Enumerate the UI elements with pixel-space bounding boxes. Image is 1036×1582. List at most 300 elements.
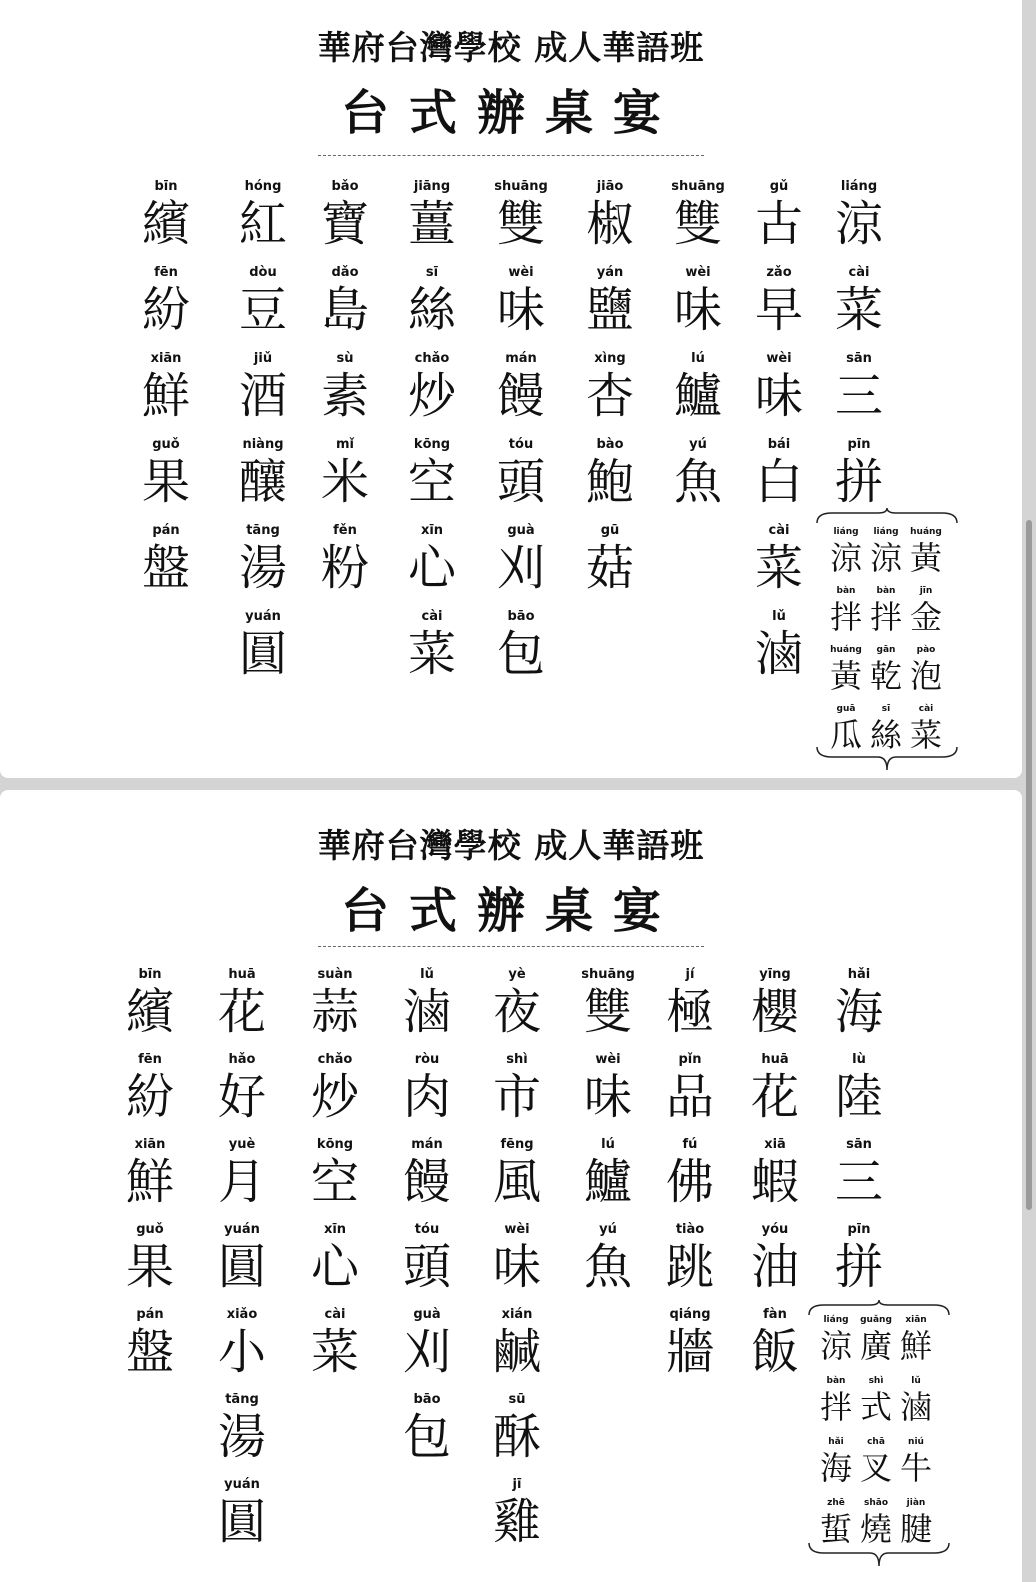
pinyin: jīn bbox=[919, 586, 933, 596]
hanzi: 早 bbox=[754, 282, 803, 338]
dish-character bbox=[115, 966, 185, 1040]
hanzi: 紅 bbox=[238, 196, 287, 252]
pinyin: shuāng bbox=[671, 179, 725, 194]
dish-character bbox=[740, 966, 810, 1040]
pinyin: fēn bbox=[154, 265, 178, 280]
dish-character bbox=[575, 264, 645, 338]
pinyin: ròu bbox=[414, 1052, 440, 1067]
dish-character bbox=[397, 178, 467, 252]
dish-character bbox=[663, 264, 733, 338]
pinyin: yè bbox=[508, 967, 526, 982]
dish-character bbox=[575, 178, 645, 252]
hanzi: 拌 bbox=[869, 598, 902, 636]
hanzi: 涼 bbox=[829, 539, 862, 577]
dish-character bbox=[115, 1136, 185, 1210]
dish-character bbox=[486, 436, 556, 510]
dish-character bbox=[824, 1051, 894, 1125]
pinyin: mán bbox=[505, 351, 537, 366]
pinyin: jí bbox=[685, 967, 695, 982]
pinyin: shì bbox=[506, 1052, 528, 1067]
dish-character bbox=[207, 1051, 277, 1125]
hanzi: 空 bbox=[310, 1154, 359, 1210]
dish-character bbox=[131, 350, 201, 424]
pinyin: wèi bbox=[504, 1222, 530, 1237]
hanzi: 雞 bbox=[492, 1494, 541, 1550]
hanzi: 味 bbox=[754, 368, 803, 424]
pinyin: fēng bbox=[500, 1137, 534, 1152]
hanzi: 雙 bbox=[673, 196, 722, 252]
hanzi: 乾 bbox=[869, 657, 902, 695]
pinyin: niú bbox=[908, 1437, 924, 1447]
hanzi: 拌 bbox=[819, 1388, 852, 1426]
hanzi: 心 bbox=[407, 540, 456, 596]
dish-character bbox=[655, 1306, 725, 1380]
hanzi: 空 bbox=[407, 454, 456, 510]
hanzi: 蜇 bbox=[819, 1510, 852, 1548]
hanzi: 白 bbox=[754, 454, 803, 510]
hanzi: 蒜 bbox=[310, 984, 359, 1040]
menu-page-2 bbox=[0, 790, 1022, 1582]
hanzi: 牆 bbox=[665, 1324, 714, 1380]
pinyin: bái bbox=[767, 437, 791, 452]
hanzi: 酒 bbox=[238, 368, 287, 424]
sub-dish-character bbox=[856, 1436, 896, 1487]
pinyin: yú bbox=[599, 1222, 617, 1237]
hanzi: 鮑 bbox=[585, 454, 634, 510]
dish-character bbox=[482, 1306, 552, 1380]
hanzi: 菜 bbox=[407, 626, 456, 682]
pinyin: xiān bbox=[150, 351, 182, 366]
dashed-divider bbox=[318, 946, 704, 947]
hanzi: 刈 bbox=[402, 1324, 451, 1380]
dish-character bbox=[824, 350, 894, 424]
dish-character bbox=[486, 608, 556, 682]
hanzi: 包 bbox=[402, 1409, 451, 1465]
pinyin: jī bbox=[512, 1477, 522, 1492]
dish-character bbox=[115, 1306, 185, 1380]
dish-character bbox=[744, 608, 814, 682]
dish-character bbox=[397, 264, 467, 338]
pinyin: yuán bbox=[245, 609, 281, 624]
pinyin: lǔ bbox=[772, 609, 786, 624]
pinyin: cài bbox=[918, 704, 934, 714]
hanzi: 圓 bbox=[238, 626, 287, 682]
pinyin: xiān bbox=[134, 1137, 166, 1152]
hanzi: 小 bbox=[217, 1324, 266, 1380]
dish-character bbox=[228, 436, 298, 510]
pinyin: cài bbox=[768, 523, 790, 538]
pinyin: kōng bbox=[316, 1137, 354, 1152]
dish-character bbox=[824, 966, 894, 1040]
hanzi: 鮮 bbox=[141, 368, 190, 424]
hanzi: 頭 bbox=[402, 1239, 451, 1295]
page-title: 台式辦桌宴 bbox=[340, 883, 681, 939]
hanzi: 涼 bbox=[869, 539, 902, 577]
sub-dish-character bbox=[816, 1375, 856, 1426]
pinyin: liáng bbox=[873, 527, 899, 537]
sub-dish-character bbox=[896, 1436, 936, 1487]
hanzi: 瓜 bbox=[829, 716, 862, 754]
dish-character bbox=[744, 436, 814, 510]
pinyin: guǒ bbox=[152, 437, 180, 452]
hanzi: 饅 bbox=[402, 1154, 451, 1210]
pinyin: guǒ bbox=[136, 1222, 164, 1237]
pinyin: pǐn bbox=[678, 1052, 702, 1067]
hanzi: 菇 bbox=[585, 540, 634, 596]
hanzi: 菜 bbox=[754, 540, 803, 596]
pinyin: kōng bbox=[413, 437, 451, 452]
dish-character bbox=[655, 1136, 725, 1210]
dish-character bbox=[131, 178, 201, 252]
dish-character bbox=[824, 178, 894, 252]
pinyin: pán bbox=[152, 523, 180, 538]
dish-character bbox=[397, 522, 467, 596]
pinyin: cài bbox=[324, 1307, 346, 1322]
hanzi: 味 bbox=[492, 1239, 541, 1295]
hanzi: 式 bbox=[859, 1388, 892, 1426]
pinyin: sī bbox=[425, 265, 439, 280]
menu-page-1 bbox=[0, 0, 1022, 778]
pinyin: chā bbox=[867, 1437, 885, 1447]
pinyin: yuè bbox=[228, 1137, 256, 1152]
pinyin: bāo bbox=[413, 1392, 441, 1407]
hanzi: 跳 bbox=[665, 1239, 714, 1295]
dish-character bbox=[228, 522, 298, 596]
dish-character bbox=[228, 608, 298, 682]
pinyin: shuāng bbox=[581, 967, 635, 982]
hanzi: 絲 bbox=[869, 716, 902, 754]
hanzi: 鮮 bbox=[899, 1327, 932, 1365]
pinyin: huā bbox=[761, 1052, 789, 1067]
pinyin: wèi bbox=[508, 265, 534, 280]
hanzi: 菜 bbox=[909, 716, 942, 754]
hanzi: 鹽 bbox=[585, 282, 634, 338]
hanzi: 極 bbox=[665, 984, 714, 1040]
hanzi: 滷 bbox=[754, 626, 803, 682]
hanzi: 寶 bbox=[320, 196, 369, 252]
hanzi: 饅 bbox=[496, 368, 545, 424]
dish-character bbox=[310, 522, 380, 596]
hanzi: 頭 bbox=[496, 454, 545, 510]
hanzi: 果 bbox=[125, 1239, 174, 1295]
hanzi: 涼 bbox=[819, 1327, 852, 1365]
dish-character bbox=[207, 1306, 277, 1380]
dish-character bbox=[573, 1136, 643, 1210]
dish-character bbox=[392, 1391, 462, 1465]
dish-character bbox=[655, 1051, 725, 1125]
hanzi: 鱸 bbox=[583, 1154, 632, 1210]
dish-character bbox=[573, 1221, 643, 1295]
dish-character bbox=[397, 436, 467, 510]
hanzi: 肉 bbox=[402, 1069, 451, 1125]
hanzi: 湯 bbox=[238, 540, 287, 596]
dish-character bbox=[655, 1221, 725, 1295]
hanzi: 釀 bbox=[238, 454, 287, 510]
hanzi: 炒 bbox=[310, 1069, 359, 1125]
hanzi: 蝦 bbox=[750, 1154, 799, 1210]
dish-character bbox=[824, 1221, 894, 1295]
dish-character bbox=[744, 264, 814, 338]
dish-character bbox=[482, 1391, 552, 1465]
pinyin: bào bbox=[596, 437, 624, 452]
dish-character bbox=[300, 1306, 370, 1380]
pinyin: sù bbox=[336, 351, 354, 366]
hanzi: 拌 bbox=[829, 598, 862, 636]
pinyin: pīn bbox=[847, 1222, 871, 1237]
hanzi: 酥 bbox=[492, 1409, 541, 1465]
pinyin: xīn bbox=[323, 1222, 347, 1237]
hanzi: 果 bbox=[141, 454, 190, 510]
dish-character bbox=[207, 1136, 277, 1210]
dish-character bbox=[300, 1221, 370, 1295]
pinyin: liáng bbox=[833, 527, 859, 537]
hanzi: 黃 bbox=[909, 539, 942, 577]
dish-character bbox=[207, 1476, 277, 1550]
hanzi: 風 bbox=[492, 1154, 541, 1210]
dish-character bbox=[486, 178, 556, 252]
dish-character bbox=[310, 350, 380, 424]
pinyin: jiāng bbox=[413, 179, 451, 194]
pinyin: chǎo bbox=[317, 1052, 353, 1067]
pinyin: hǎi bbox=[847, 967, 871, 982]
dish-character bbox=[663, 436, 733, 510]
pinyin: dǎo bbox=[331, 265, 359, 280]
dish-character bbox=[207, 1221, 277, 1295]
sub-dish-character bbox=[866, 526, 906, 577]
hanzi: 鱸 bbox=[673, 368, 722, 424]
hanzi: 繽 bbox=[141, 196, 190, 252]
hanzi: 圓 bbox=[217, 1494, 266, 1550]
pinyin: jiāo bbox=[596, 179, 624, 194]
dish-character bbox=[482, 966, 552, 1040]
hanzi: 魚 bbox=[583, 1239, 632, 1295]
brace-bottom bbox=[806, 1540, 952, 1570]
dish-character bbox=[482, 1136, 552, 1210]
hanzi: 品 bbox=[665, 1069, 714, 1125]
hanzi: 炒 bbox=[407, 368, 456, 424]
dish-character bbox=[397, 608, 467, 682]
hanzi: 牛 bbox=[899, 1449, 932, 1487]
hanzi: 素 bbox=[320, 368, 369, 424]
hanzi: 魚 bbox=[673, 454, 722, 510]
dish-character bbox=[486, 350, 556, 424]
pinyin: bǎo bbox=[331, 179, 359, 194]
dish-character bbox=[392, 1221, 462, 1295]
pinyin: lú bbox=[691, 351, 705, 366]
hanzi: 三 bbox=[834, 1154, 883, 1210]
pinyin: zhē bbox=[827, 1498, 845, 1508]
pinyin: shì bbox=[868, 1376, 884, 1386]
dish-character bbox=[300, 966, 370, 1040]
hanzi: 三 bbox=[834, 368, 883, 424]
pinyin: shāo bbox=[863, 1498, 889, 1508]
dish-character bbox=[663, 178, 733, 252]
hanzi: 薑 bbox=[407, 196, 456, 252]
hanzi: 月 bbox=[217, 1154, 266, 1210]
dish-character bbox=[740, 1136, 810, 1210]
pinyin: xìng bbox=[594, 351, 626, 366]
hanzi: 古 bbox=[754, 196, 803, 252]
dish-character bbox=[740, 1221, 810, 1295]
hanzi: 粉 bbox=[320, 540, 369, 596]
pinyin: bàn bbox=[826, 1376, 846, 1386]
pinyin: xiān bbox=[905, 1315, 927, 1325]
pinyin: yīng bbox=[759, 967, 791, 982]
hanzi: 金 bbox=[909, 598, 942, 636]
pinyin: niàng bbox=[242, 437, 284, 452]
pinyin: xīn bbox=[420, 523, 444, 538]
hanzi: 油 bbox=[750, 1239, 799, 1295]
dish-character bbox=[131, 436, 201, 510]
hanzi: 圓 bbox=[217, 1239, 266, 1295]
dish-character bbox=[744, 522, 814, 596]
dish-character bbox=[575, 350, 645, 424]
pinyin: fú bbox=[682, 1137, 698, 1152]
dish-character bbox=[300, 1051, 370, 1125]
hanzi: 紛 bbox=[141, 282, 190, 338]
hanzi: 夜 bbox=[492, 984, 541, 1040]
dish-character bbox=[740, 1051, 810, 1125]
dish-character bbox=[131, 264, 201, 338]
dish-character bbox=[663, 350, 733, 424]
sub-dish-character bbox=[816, 1436, 856, 1487]
dish-character bbox=[740, 1306, 810, 1380]
pinyin: bàn bbox=[836, 586, 856, 596]
hanzi: 鮮 bbox=[125, 1154, 174, 1210]
dish-character bbox=[575, 436, 645, 510]
pinyin: hóng bbox=[244, 179, 282, 194]
hanzi: 味 bbox=[583, 1069, 632, 1125]
pinyin: dòu bbox=[249, 265, 277, 280]
sub-dish-character bbox=[856, 1375, 896, 1426]
hanzi: 櫻 bbox=[750, 984, 799, 1040]
dish-character bbox=[115, 1051, 185, 1125]
hanzi: 滷 bbox=[899, 1388, 932, 1426]
hanzi: 雙 bbox=[583, 984, 632, 1040]
pinyin: sī bbox=[881, 704, 891, 714]
hanzi: 海 bbox=[834, 984, 883, 1040]
sub-dish-character bbox=[906, 526, 946, 577]
dish-character bbox=[300, 1136, 370, 1210]
pinyin: tāng bbox=[246, 523, 280, 538]
sub-dish-character bbox=[866, 585, 906, 636]
pinyin: yán bbox=[596, 265, 624, 280]
hanzi: 拼 bbox=[834, 1239, 883, 1295]
dish-character bbox=[744, 178, 814, 252]
hanzi: 黃 bbox=[829, 657, 862, 695]
pinyin: liáng bbox=[840, 179, 878, 194]
hanzi: 陸 bbox=[834, 1069, 883, 1125]
dish-character bbox=[824, 436, 894, 510]
dashed-divider bbox=[318, 155, 704, 156]
hanzi: 燒 bbox=[859, 1510, 892, 1548]
pinyin: liáng bbox=[823, 1315, 849, 1325]
dish-character bbox=[310, 178, 380, 252]
pinyin: cài bbox=[848, 265, 870, 280]
sub-dish-character bbox=[906, 644, 946, 695]
pinyin: yuán bbox=[224, 1222, 260, 1237]
pinyin: lǔ bbox=[911, 1376, 921, 1386]
pinyin: bàn bbox=[876, 586, 896, 596]
hanzi: 米 bbox=[320, 454, 369, 510]
pinyin: yuán bbox=[224, 1477, 260, 1492]
pinyin: sān bbox=[846, 351, 872, 366]
sub-dish-character bbox=[866, 644, 906, 695]
dish-character bbox=[392, 966, 462, 1040]
hanzi: 刈 bbox=[496, 540, 545, 596]
dish-character bbox=[207, 1391, 277, 1465]
hanzi: 飯 bbox=[750, 1324, 799, 1380]
hanzi: 湯 bbox=[217, 1409, 266, 1465]
dish-character bbox=[228, 178, 298, 252]
scrollbar[interactable] bbox=[1026, 520, 1032, 1210]
sub-dish-character bbox=[896, 1375, 936, 1426]
hanzi: 豆 bbox=[238, 282, 287, 338]
hanzi: 佛 bbox=[665, 1154, 714, 1210]
hanzi: 味 bbox=[496, 282, 545, 338]
pinyin: jiǔ bbox=[253, 351, 273, 366]
hanzi: 島 bbox=[320, 282, 369, 338]
pinyin: shuāng bbox=[494, 179, 548, 194]
pinyin: guà bbox=[413, 1307, 441, 1322]
pinyin: tiào bbox=[675, 1222, 705, 1237]
pinyin: bīn bbox=[138, 967, 162, 982]
pinyin: yú bbox=[689, 437, 707, 452]
hanzi: 雙 bbox=[496, 196, 545, 252]
dish-character bbox=[486, 522, 556, 596]
hanzi: 鹹 bbox=[492, 1324, 541, 1380]
sub-dish-character bbox=[826, 526, 866, 577]
dish-character bbox=[744, 350, 814, 424]
pinyin: gū bbox=[600, 523, 620, 538]
dish-character bbox=[575, 522, 645, 596]
hanzi: 椒 bbox=[585, 196, 634, 252]
pinyin: tóu bbox=[508, 437, 534, 452]
dish-character bbox=[824, 264, 894, 338]
sub-dish-character bbox=[826, 644, 866, 695]
pinyin: suàn bbox=[317, 967, 353, 982]
hanzi: 海 bbox=[819, 1449, 852, 1487]
dish-character bbox=[228, 264, 298, 338]
pinyin: chǎo bbox=[414, 351, 450, 366]
pinyin: wèi bbox=[766, 351, 792, 366]
pinyin: hǎo bbox=[228, 1052, 256, 1067]
hanzi: 叉 bbox=[859, 1449, 892, 1487]
pinyin: mán bbox=[411, 1137, 443, 1152]
sub-dish-character bbox=[896, 1314, 936, 1365]
dish-character bbox=[392, 1051, 462, 1125]
pinyin: fěn bbox=[333, 523, 357, 538]
pinyin: lǔ bbox=[420, 967, 434, 982]
dish-character bbox=[824, 1136, 894, 1210]
hanzi: 繽 bbox=[125, 984, 174, 1040]
pinyin: huáng bbox=[830, 645, 862, 655]
hanzi: 菜 bbox=[834, 282, 883, 338]
brace-top bbox=[814, 508, 960, 526]
hanzi: 花 bbox=[217, 984, 266, 1040]
hanzi: 腱 bbox=[899, 1510, 932, 1548]
hanzi: 絲 bbox=[407, 282, 456, 338]
dish-character bbox=[482, 1051, 552, 1125]
pinyin: sū bbox=[508, 1392, 526, 1407]
pinyin: jiàn bbox=[906, 1498, 926, 1508]
pinyin: wèi bbox=[595, 1052, 621, 1067]
pinyin: fàn bbox=[763, 1307, 787, 1322]
dish-character bbox=[131, 522, 201, 596]
dish-character bbox=[310, 436, 380, 510]
sub-dish-character bbox=[826, 585, 866, 636]
pinyin: guà bbox=[507, 523, 535, 538]
